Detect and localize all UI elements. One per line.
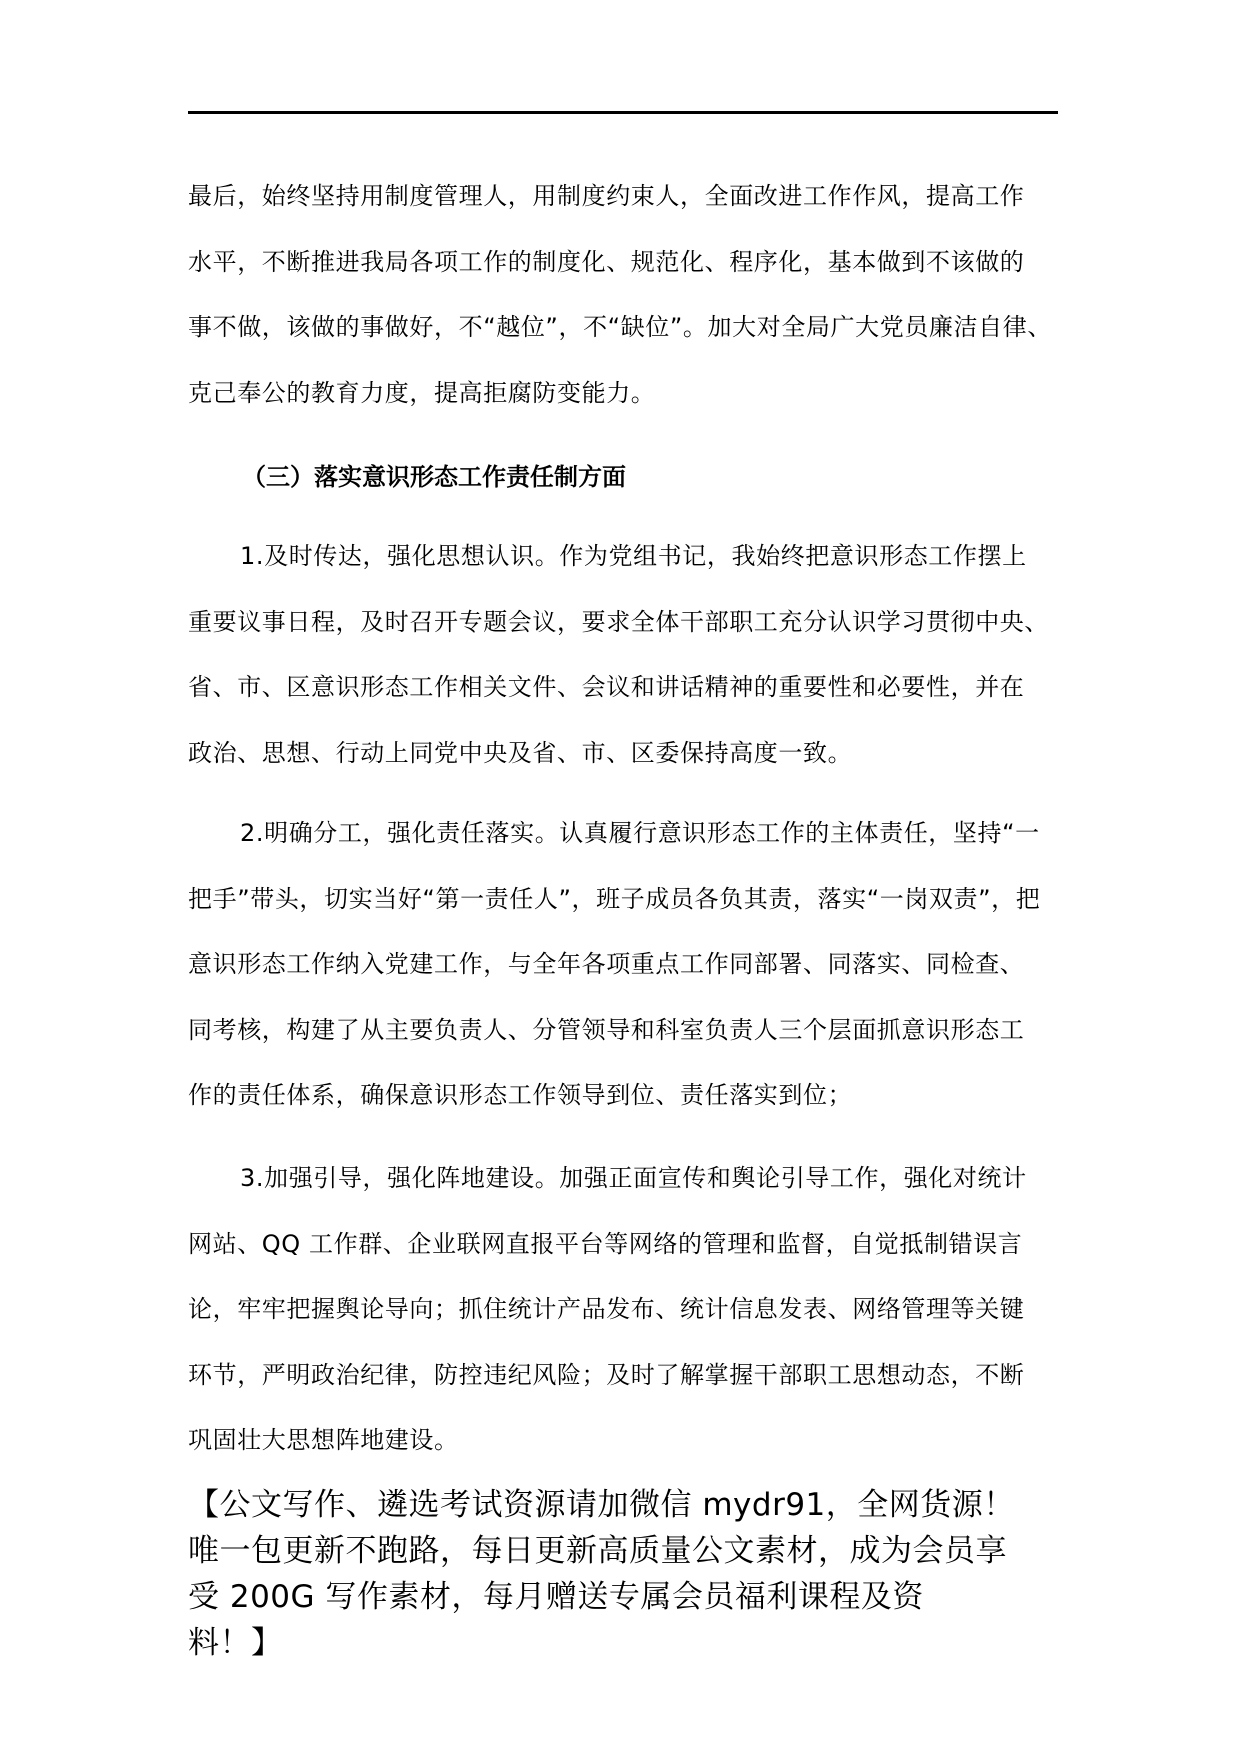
text-line: 最后，始终坚持用制度管理人，用制度约束人，全面改进工作作风，提高工作 (188, 182, 1025, 210)
text-line: 环节，严明政治纪律，防控违纪风险；及时了解掌握干部职工思想动态，不断 (188, 1360, 1025, 1389)
text-line: 重要议事日程，及时召开专题会议，要求全体干部职工充分认识学习贯彻中央、 (188, 607, 1049, 636)
paragraph-item-1 (188, 524, 1088, 786)
text-line: 论，牢牢把握舆论导向；抓住统计产品发布、统计信息发表、网络管理等关键 (188, 1295, 1025, 1323)
promo-line: 唯一包更新不跑路，每日更新高质量公文素材，成为会员享 (188, 1533, 1007, 1569)
text-line: 同考核，构建了从主要负责人、分管领导和科室负责人三个层面抓意识形态工 (188, 1015, 1025, 1044)
text-line: 2.明确分工，强化责任落实。认真履行意识形态工作的主体责任，坚持“一 (240, 819, 1040, 847)
text-line: 省、市、区意识形态工作相关文件、会议和讲话精神的重要性和必要性，并在 (188, 673, 1025, 701)
text-line: 政治、思想、行动上同党中央及省、市、区委保持高度一致。 (188, 738, 853, 767)
text-line: 水平，不断推进我局各项工作的制度化、规范化、程序化，基本做到不该做的 (188, 247, 1025, 276)
text-line: 把手”带头，切实当好“第一责任人”，班子成员各负其责，落实“一岗双责”，把 (188, 884, 1041, 913)
text-line: 网站、QQ 工作群、企业联网直报平台等网络的管理和监督，自觉抵制错误言 (188, 1229, 1023, 1258)
text-line: 巩固壮大思想阵地建设。 (188, 1426, 459, 1454)
paragraph-conclusion (188, 164, 1088, 426)
text-line: 3.加强引导，强化阵地建设。加强正面宣传和舆论引导工作，强化对统计 (240, 1164, 1027, 1192)
promo-line: 受 200G 写作素材，每月赠送专属会员福利课程及资 (188, 1579, 924, 1615)
text-line: 克己奉公的教育力度，提高拒腐防变能力。 (188, 378, 656, 407)
text-line: 1.及时传达，强化思想认识。作为党组书记，我始终把意识形态工作摆上 (240, 542, 1027, 570)
header-rule (188, 111, 1058, 114)
text-line: 作的责任体系，确保意识形态工作领导到位、责任落实到位； (188, 1081, 853, 1109)
section-heading: （三）落实意识形态工作责任制方面 (242, 463, 626, 491)
text-line: 意识形态工作纳入党建工作，与全年各项重点工作同部署、同落实、同检查、 (188, 950, 1025, 978)
promo-notice (188, 1482, 1108, 1666)
promo-line: 料！】 (188, 1625, 283, 1661)
promo-line: 【公文写作、遴选考试资源请加微信 mydr91，全网货源！ (188, 1487, 1015, 1523)
paragraph-item-2 (188, 801, 1088, 1129)
paragraph-item-3 (188, 1146, 1088, 1474)
text-line: 事不做，该做的事做好，不“越位”，不“缺位”。加大对全局广大党员廉洁自律、 (188, 313, 1052, 341)
